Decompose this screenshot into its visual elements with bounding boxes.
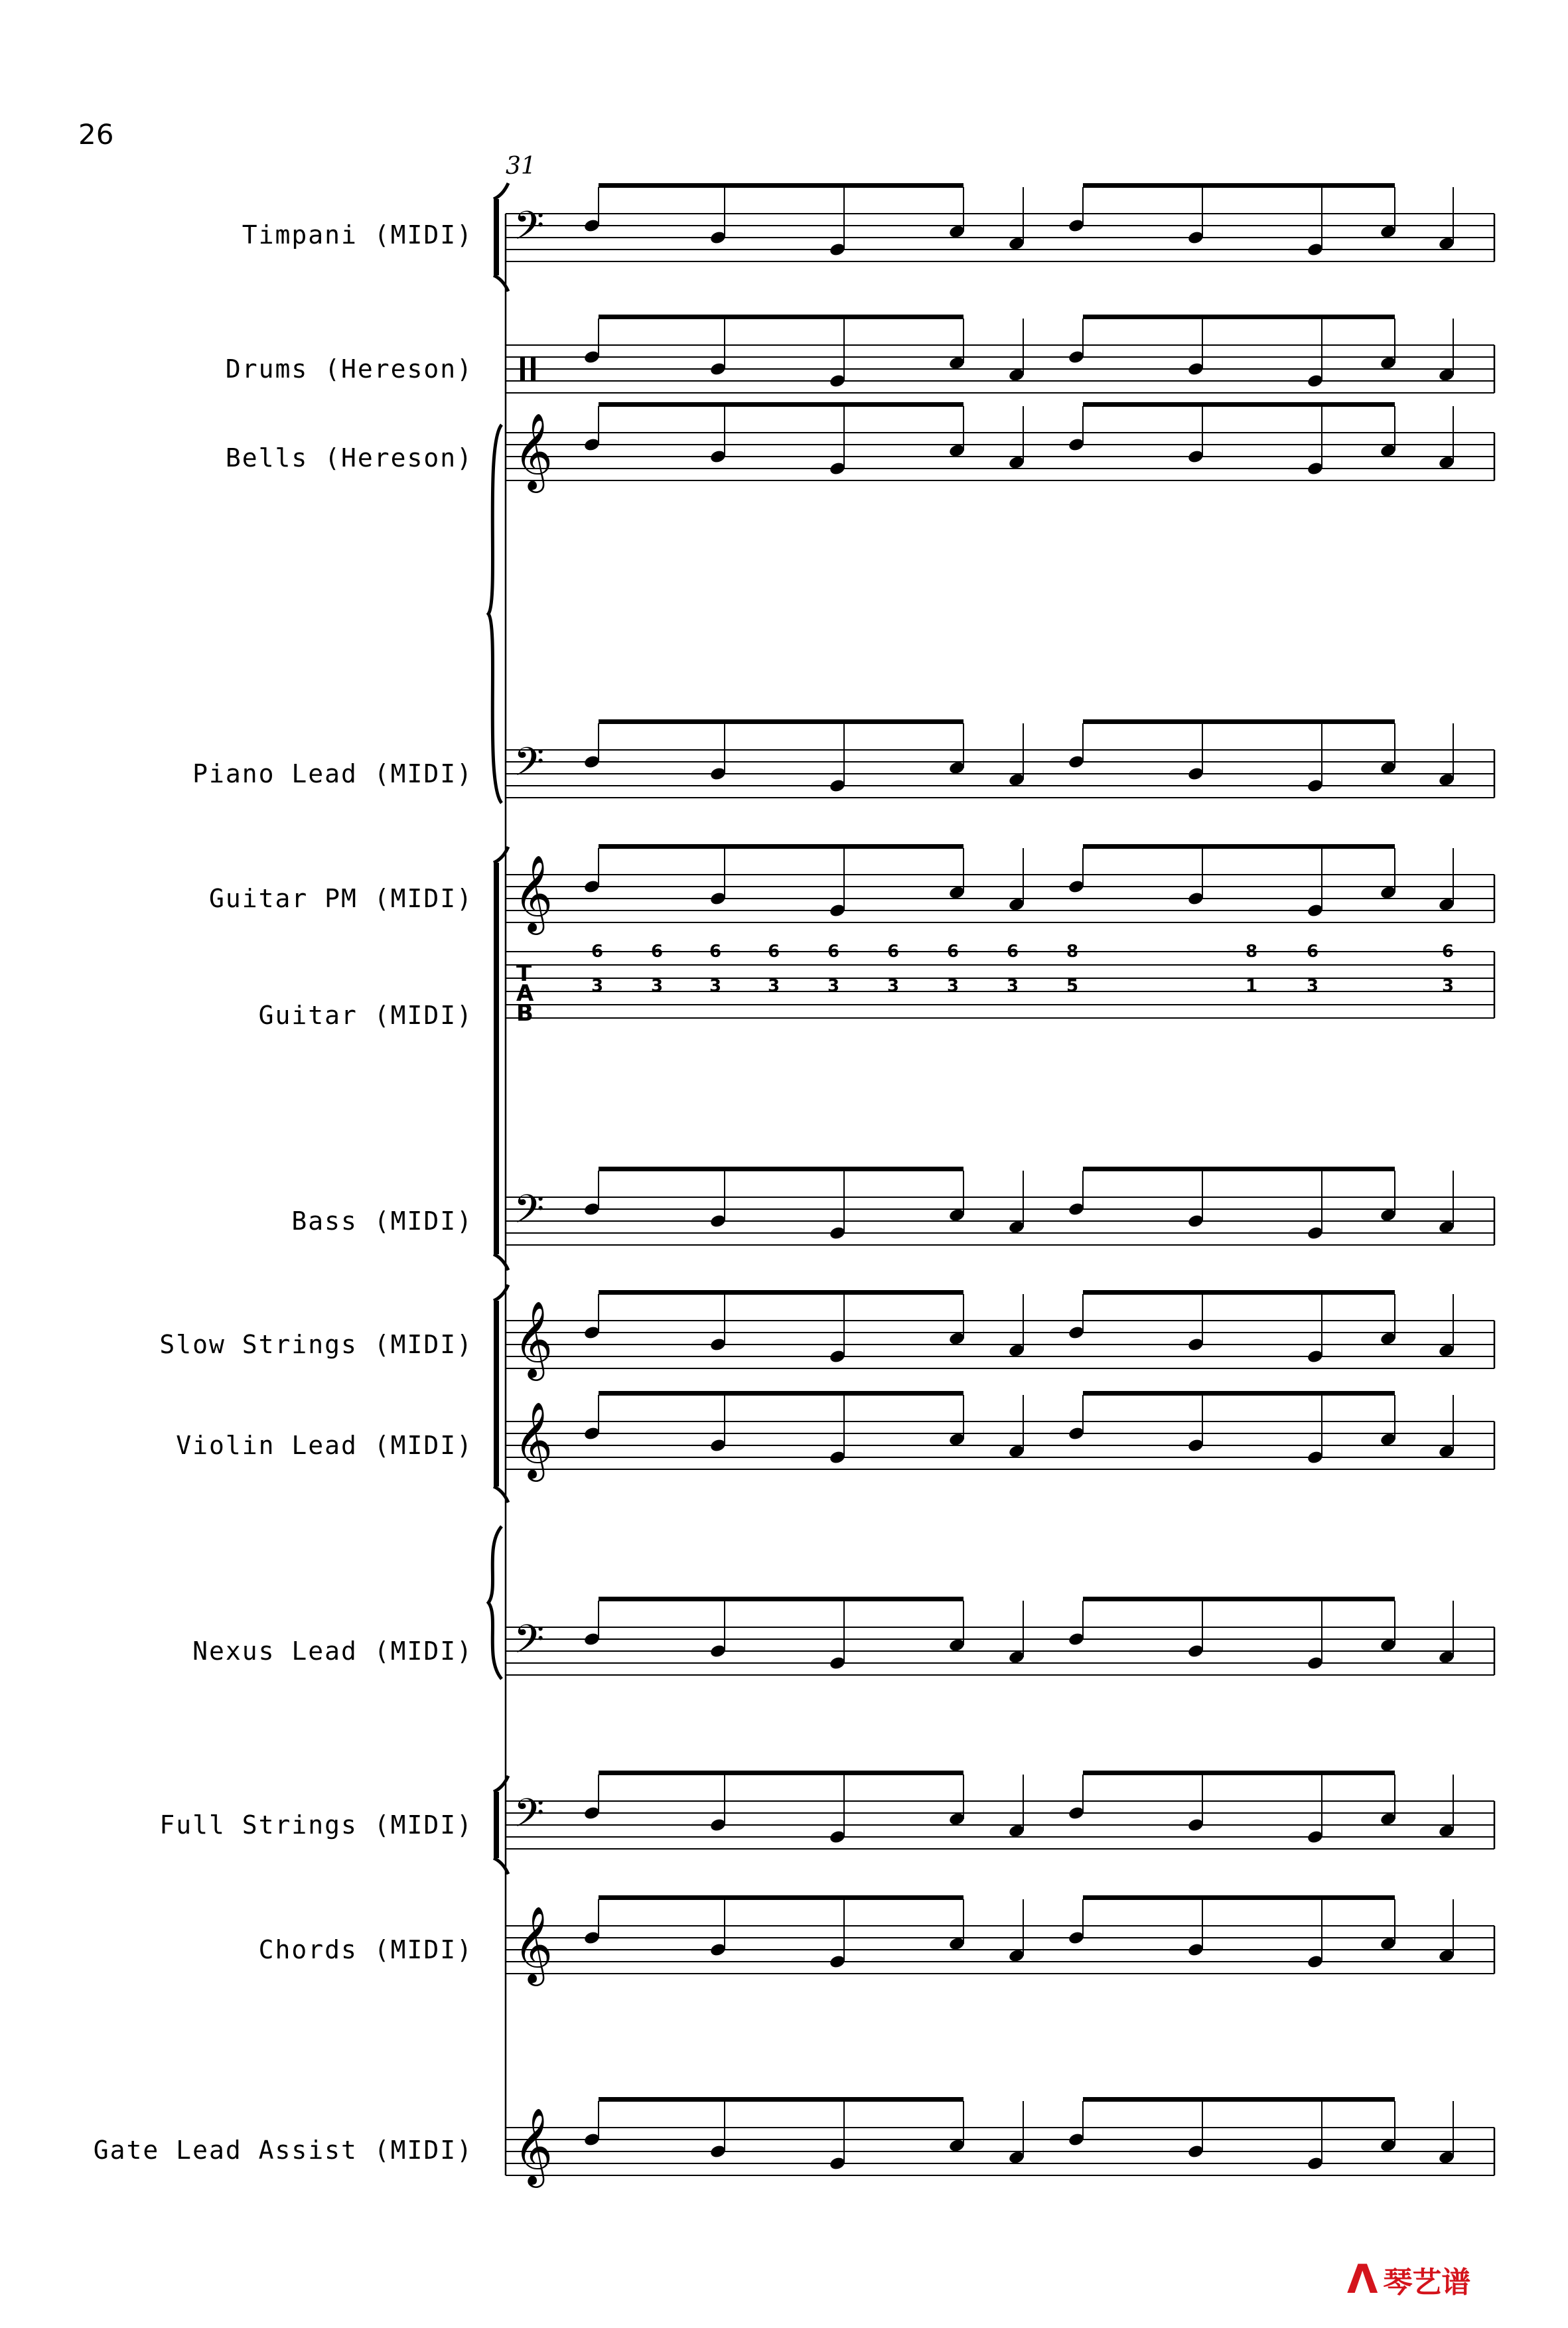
note-beam xyxy=(1083,183,1395,188)
bracket-timpani xyxy=(494,199,499,275)
tab-fret-number: 6 xyxy=(650,942,664,962)
note-beam xyxy=(1083,719,1395,724)
label-slow-strings: Slow Strings (MIDI) xyxy=(159,1330,473,1359)
note-beam xyxy=(1083,844,1395,849)
tab-letter: T xyxy=(516,960,532,987)
note-beam xyxy=(599,315,963,319)
percussion-clef-icon xyxy=(520,357,525,381)
note-beam xyxy=(1083,1597,1395,1601)
label-chords: Chords (MIDI) xyxy=(258,1935,473,1964)
note-beam xyxy=(599,1391,963,1396)
note-beam xyxy=(599,1290,963,1295)
label-bells: Bells (Hereson) xyxy=(225,443,473,473)
tab-fret-number: 5 xyxy=(1066,976,1079,996)
treble-clef-icon: 𝄞 xyxy=(514,412,553,490)
note-beam xyxy=(599,1771,963,1775)
tab-fret-number: 6 xyxy=(1006,942,1019,962)
treble-clef-icon: 𝄞 xyxy=(514,854,553,932)
note-beam xyxy=(599,1597,963,1601)
tab-fret-number: 3 xyxy=(709,976,722,996)
note-beam xyxy=(599,719,963,724)
tab-fret-number: 3 xyxy=(946,976,960,996)
tab-fret-number: 8 xyxy=(1066,942,1079,962)
note-beam xyxy=(599,1895,963,1900)
note-beam xyxy=(599,844,963,849)
label-piano-lead: Piano Lead (MIDI) xyxy=(192,759,473,788)
note-beam xyxy=(1083,1771,1395,1775)
bass-clef-icon: 𝄢 xyxy=(514,1790,545,1846)
tab-fret-number: 6 xyxy=(591,942,604,962)
measure-number: 31 xyxy=(506,153,536,180)
bracket-strings-violin xyxy=(494,1301,499,1487)
note-beam xyxy=(599,183,963,188)
note-beam xyxy=(1083,402,1395,407)
tab-fret-number: 6 xyxy=(1306,942,1319,962)
note-beam xyxy=(1083,1290,1395,1295)
label-gate-lead-assist: Gate Lead Assist (MIDI) xyxy=(93,2136,473,2165)
label-timpani: Timpani (MIDI) xyxy=(242,220,473,250)
tab-fret-number: 3 xyxy=(650,976,664,996)
treble-clef-icon: 𝄞 xyxy=(514,1401,553,1479)
tab-fret-number: 3 xyxy=(887,976,900,996)
tab-fret-number: 6 xyxy=(709,942,722,962)
logo-mark-icon: ᐱ xyxy=(1347,2256,1378,2303)
percussion-clef-icon xyxy=(531,357,535,381)
label-full-strings: Full Strings (MIDI) xyxy=(159,1810,473,1840)
treble-clef-icon: 𝄞 xyxy=(514,1905,553,1983)
tab-fret-number: 3 xyxy=(1006,976,1019,996)
brace-nexus-lead xyxy=(488,1526,502,1679)
note-beam xyxy=(1083,1895,1395,1900)
tab-fret-number: 3 xyxy=(1306,976,1319,996)
note-beam xyxy=(1083,2097,1395,2102)
bracket-timpani xyxy=(494,183,508,199)
site-logo xyxy=(1347,2256,1470,2303)
note-beam xyxy=(1083,1167,1395,1171)
tab-letter: A xyxy=(516,980,534,1007)
note-beam xyxy=(599,402,963,407)
note-beam xyxy=(599,1167,963,1171)
tab-letter: B xyxy=(516,1000,534,1027)
tab-fret-number: 6 xyxy=(1441,942,1455,962)
bass-clef-icon: 𝄢 xyxy=(514,739,545,794)
tab-fret-number: 6 xyxy=(827,942,840,962)
tab-fret-number: 3 xyxy=(1441,976,1455,996)
tab-fret-number: 6 xyxy=(767,942,780,962)
tab-fret-number: 3 xyxy=(767,976,780,996)
tab-fret-number: 6 xyxy=(887,942,900,962)
tab-fret-number: 3 xyxy=(827,976,840,996)
treble-clef-icon: 𝄞 xyxy=(514,1300,553,1378)
page-number: 26 xyxy=(78,118,114,151)
tab-fret-number: 1 xyxy=(1245,976,1258,996)
logo-text: 琴艺谱 xyxy=(1383,2266,1471,2299)
bass-clef-icon: 𝄢 xyxy=(514,1616,545,1672)
brace-bells-piano xyxy=(488,425,502,803)
note-beam xyxy=(1083,315,1395,319)
label-nexus-lead: Nexus Lead (MIDI) xyxy=(192,1637,473,1666)
label-bass: Bass (MIDI) xyxy=(291,1206,473,1236)
bracket-full-strings xyxy=(494,1792,499,1858)
bass-clef-icon: 𝄢 xyxy=(514,202,545,258)
note-beam xyxy=(599,2097,963,2102)
note-beam xyxy=(1083,1391,1395,1396)
treble-clef-icon: 𝄞 xyxy=(514,2107,553,2185)
bracket-guitar-group xyxy=(494,863,499,1254)
tab-fret-number: 8 xyxy=(1245,942,1258,962)
label-violin-lead: Violin Lead (MIDI) xyxy=(176,1431,473,1460)
label-guitar-pm: Guitar PM (MIDI) xyxy=(208,884,473,913)
tab-fret-number: 6 xyxy=(946,942,960,962)
tab-fret-number: 3 xyxy=(591,976,604,996)
label-drums: Drums (Hereson) xyxy=(225,354,473,384)
label-guitar: Guitar (MIDI) xyxy=(258,1001,473,1030)
bass-clef-icon: 𝄢 xyxy=(514,1186,545,1242)
